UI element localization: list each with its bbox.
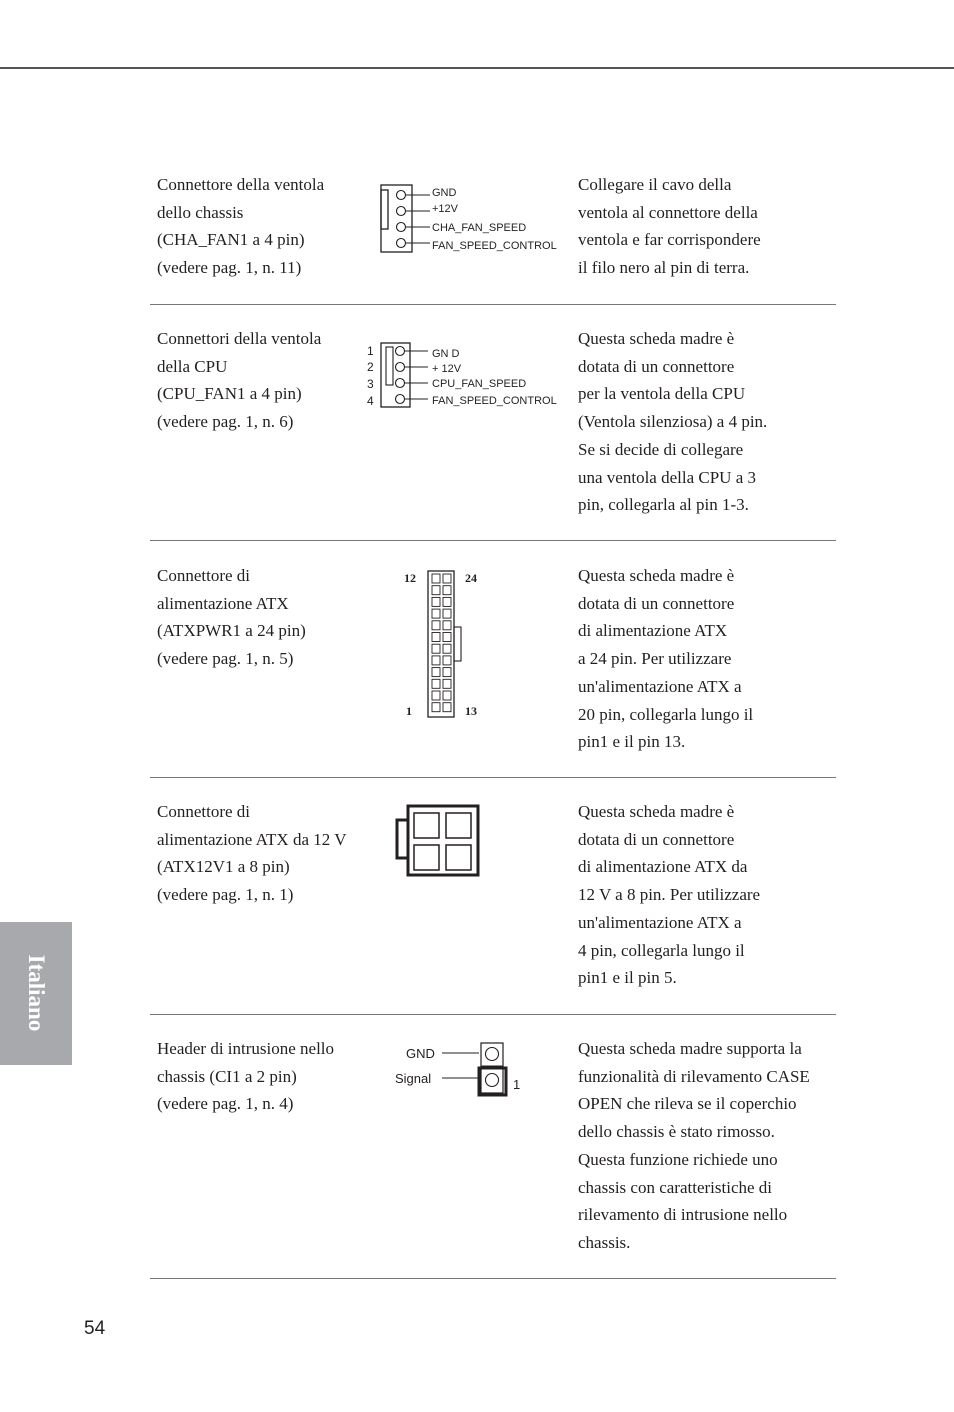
text-line: il filo nero al pin di terra. [578, 258, 750, 278]
text-line: OPEN che rileva se il coperchio [578, 1094, 797, 1114]
atx-power-title [157, 562, 367, 673]
atx-pin [443, 668, 451, 677]
text-line: Questa scheda madre è [578, 802, 735, 821]
cpu-fan-description [578, 325, 836, 519]
corner-label: 24 [465, 571, 477, 585]
text-line: a 24 pin. Per utilizzare [578, 649, 732, 669]
section-divider [150, 1278, 836, 1279]
atx-pin [443, 621, 451, 630]
atx-pin [432, 574, 440, 583]
atx-pin [432, 656, 440, 665]
atx-power-description [578, 562, 836, 756]
atx-pin [443, 703, 451, 712]
atx-pin [432, 621, 440, 630]
pin-label: GND [406, 1046, 435, 1061]
text-line: 4 pin, collegarla lungo il [578, 940, 745, 960]
text-line: della CPU [157, 356, 228, 376]
text-line: Connettore di [157, 802, 251, 821]
language-label: Italiano [24, 954, 49, 1032]
text-line: alimentazione ATX da 12 V [157, 829, 347, 849]
language-side-tab [0, 922, 72, 1065]
chassis-fan-description [578, 171, 836, 282]
pin-number: 1 [513, 1077, 521, 1092]
atx-pin [443, 656, 451, 665]
text-line: rilevamento di intrusione nello [578, 1205, 788, 1225]
atx-pin [443, 679, 451, 688]
text-line: per la ventola della CPU [578, 384, 746, 404]
atx-pin [443, 633, 451, 642]
corner-label: 1 [406, 704, 412, 718]
atx-pin [443, 574, 451, 583]
pin-label: + 12V [432, 363, 462, 375]
chassis-fan-connector-diagram [372, 180, 572, 260]
atx12v-power-title [157, 798, 367, 909]
text-line: (vedere pag. 1, n. 1) [157, 885, 294, 905]
text-line: alimentazione ATX [157, 593, 289, 613]
text-line: (vedere pag. 1, n. 11) [157, 258, 302, 278]
chassis-intrusion-connector-diagram [390, 1038, 530, 1100]
text-line: (CPU_FAN1 a 4 pin) [157, 384, 302, 404]
text-line: una ventola della CPU a 3 [578, 467, 756, 487]
section-divider [150, 1014, 836, 1015]
cpu-fan-title [157, 325, 367, 436]
text-line: (vedere pag. 1, n. 4) [157, 1094, 294, 1114]
text-line: (Ventola silenziosa) a 4 pin. [578, 412, 768, 432]
chassis-intrusion-title [157, 1035, 367, 1118]
text-line: (ATX12V1 a 8 pin) [157, 857, 290, 877]
pin-label: CPU_FAN_SPEED [432, 378, 527, 390]
atx-pin [432, 609, 440, 618]
atx-pin [443, 586, 451, 595]
atx-pin [443, 609, 451, 618]
text-line: dotata di un connettore [578, 593, 735, 613]
section-divider [150, 777, 836, 778]
atx-pin [432, 586, 440, 595]
text-line: Se si decide di collegare [578, 439, 744, 459]
atx-pin [432, 633, 440, 642]
section-divider [150, 304, 836, 305]
text-line: (vedere pag. 1, n. 5) [157, 649, 294, 669]
atx-pin [432, 668, 440, 677]
pin-number: 4 [367, 394, 374, 408]
pin-label: FAN_SPEED_CONTROL [432, 395, 557, 407]
text-line: Connettore di [157, 566, 251, 585]
text-line: (CHA_FAN1 a 4 pin) [157, 230, 305, 250]
text-line: pin1 e il pin 13. [578, 732, 686, 752]
text-line: di alimentazione ATX da [578, 857, 748, 877]
chassis-intrusion-description [578, 1035, 840, 1257]
text-line: un'alimentazione ATX a [578, 676, 742, 696]
text-line: funzionalità di rilevamento CASE [578, 1066, 810, 1086]
atx-pin [443, 644, 451, 653]
atx-pin [432, 597, 440, 606]
text-line: Questa scheda madre supporta la [578, 1039, 802, 1058]
cpu-fan-connector-diagram [362, 340, 572, 412]
atx-pin [443, 597, 451, 606]
text-line: Collegare il cavo della [578, 175, 732, 194]
text-line: dello chassis è stato rimosso. [578, 1122, 775, 1142]
text-line: un'alimentazione ATX a [578, 912, 742, 932]
atx12v-connector-diagram [390, 800, 490, 885]
text-line: Connettore della ventola [157, 175, 325, 194]
pin-number: 2 [367, 360, 374, 374]
pin-label: +12V [432, 203, 458, 215]
atx-pin [432, 703, 440, 712]
text-line: ventola e far corrispondere [578, 230, 761, 250]
pin-label: GND [432, 187, 457, 199]
atx12v-power-description [578, 798, 836, 992]
pin-label: Signal [395, 1071, 432, 1086]
text-line: dello chassis [157, 202, 244, 222]
pin-label: GN D [432, 348, 460, 360]
text-line: pin1 e il pin 5. [578, 968, 677, 988]
text-line: (vedere pag. 1, n. 6) [157, 412, 294, 432]
text-line: Connettori della ventola [157, 329, 322, 348]
page-number: 54 [84, 1318, 106, 1339]
text-line: dotata di un connettore [578, 829, 735, 849]
atx-pin [443, 691, 451, 700]
atx-pin [432, 691, 440, 700]
text-line: pin, collegarla al pin 1-3. [578, 495, 749, 515]
corner-label: 13 [465, 704, 477, 718]
text-line: chassis (CI1 a 2 pin) [157, 1066, 297, 1086]
text-line: Questa scheda madre è [578, 566, 735, 585]
header-rule [0, 67, 954, 69]
text-line: Questa funzione richiede uno [578, 1149, 778, 1169]
pin-label: CHA_FAN_SPEED [432, 222, 527, 234]
atx-24pin-connector-diagram [395, 565, 495, 725]
text-line: 20 pin, collegarla lungo il [578, 704, 754, 724]
text-line: Questa scheda madre è [578, 329, 735, 348]
text-line: ventola al connettore della [578, 202, 758, 222]
pin-number: 1 [367, 344, 374, 358]
text-line: chassis. [578, 1232, 631, 1252]
chassis-fan-title [157, 171, 367, 282]
text-line: dotata di un connettore [578, 356, 735, 376]
pin-label: FAN_SPEED_CONTROL [432, 240, 557, 252]
text-line: chassis con caratteristiche di [578, 1177, 773, 1197]
text-line: Header di intrusione nello [157, 1039, 335, 1058]
atx-pin [432, 644, 440, 653]
text-line: di alimentazione ATX [578, 621, 728, 641]
atx-pin [432, 679, 440, 688]
pin-number: 3 [367, 377, 374, 391]
text-line: (ATXPWR1 a 24 pin) [157, 621, 306, 641]
text-line: 12 V a 8 pin. Per utilizzare [578, 885, 761, 905]
section-divider [150, 540, 836, 541]
corner-label: 12 [404, 571, 416, 585]
